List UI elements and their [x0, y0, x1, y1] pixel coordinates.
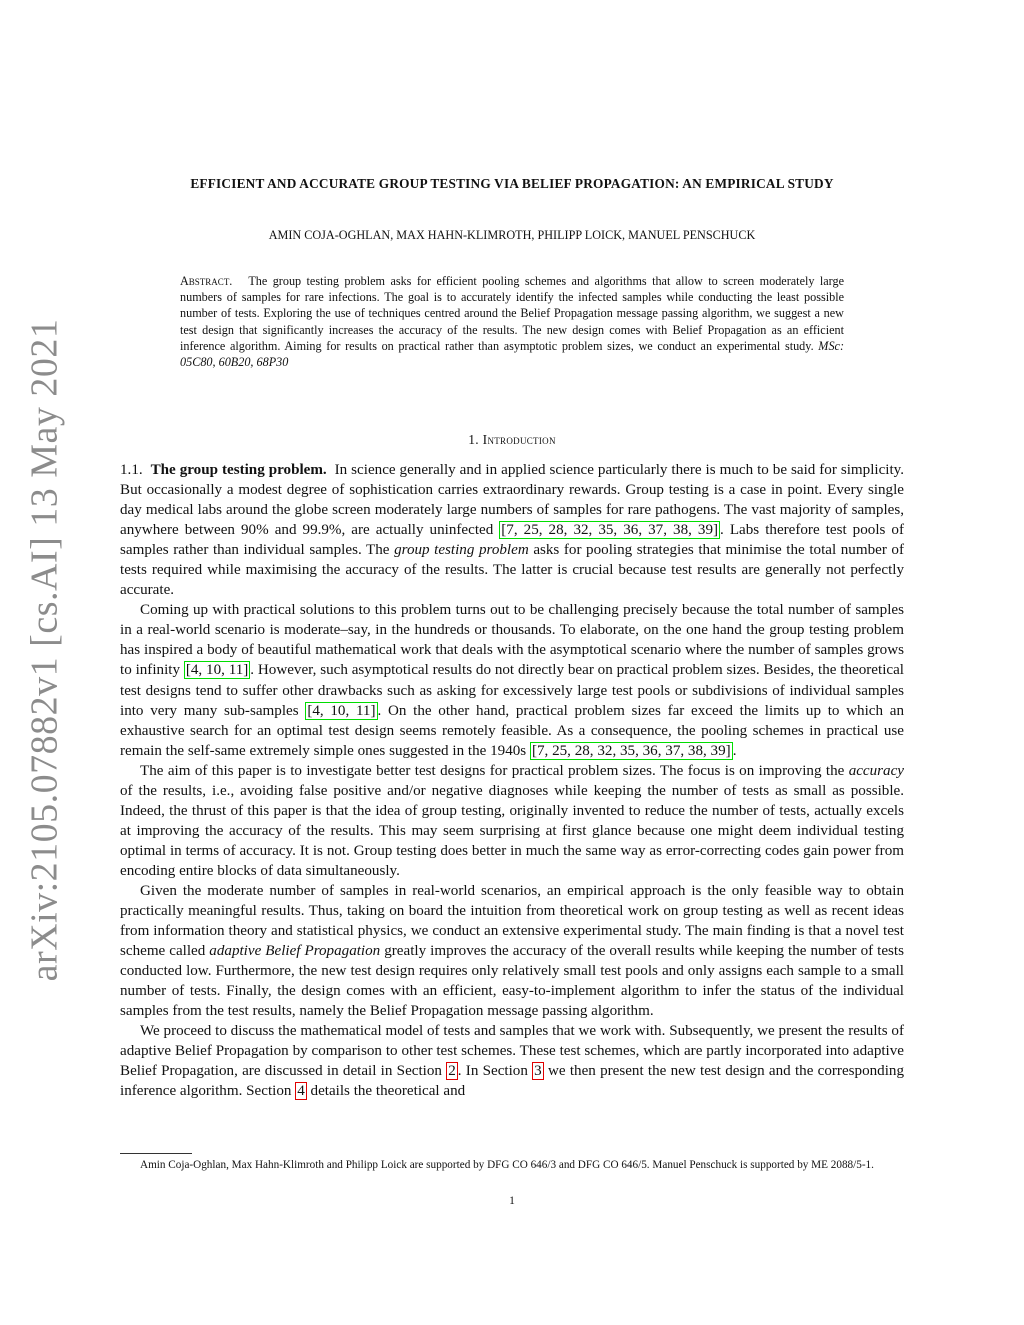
paragraph-5	[120, 1021, 904, 1101]
paragraph-text: . Labs therefore test pools of samples rather than individual samples. The	[120, 522, 904, 559]
arxiv-identifier-text: arXiv:2105.07882v1 [cs.AI] 13 May 2021	[23, 318, 66, 982]
emphasis-text: adaptive Belief Propagation	[209, 943, 381, 960]
abstract-heading: Abstract.	[180, 274, 233, 288]
arxiv-identifier-stamp	[18, 318, 70, 982]
msc-classification: MSc: 05C80, 60B20, 68P30	[180, 338, 845, 370]
footnote-divider	[120, 1153, 192, 1154]
paragraph-text: Coming up with practical solutions to this problem turns out to be challenging precisely because the total number of samples in a real-world scenario is moderate–say, in the hundreds or thousands. To elaborate, on the one hand the group testing problem has inspired a body of beautiful mathematical work that deals with the asymptotical scenario where the number of samples grows to infinity	[120, 602, 904, 679]
abstract	[180, 273, 844, 370]
citation-link[interactable]: [4, 10, 11]	[307, 702, 376, 719]
paragraph-text: . However, such asymptotical results do not directly bear on practical problem sizes. Besides, the theoretical test designs tend to suffer other drawbacks such as asking for excessively large test pools or subdivisions of individual samples into very many sub-samples	[120, 662, 904, 719]
paragraph-text: In science generally and in applied science particularly there is much to be said for simplicity. But occasionally a modest degree of sophistication carries extraordinary rewards. Group testing is a case in point. Every single day medical labs around the globe screen moderately large numbers of samples for rare pathogens. The vast majority of samples, anywhere between 90% and 99.9%, are actually uninfected	[120, 462, 905, 539]
paragraph-text: details the theoretical and	[306, 1083, 466, 1100]
paragraph-3	[120, 761, 904, 881]
citation-link[interactable]: [7, 25, 28, 32, 35, 36, 37, 38, 39]	[501, 522, 719, 539]
paper-title: EFFICIENT AND ACCURATE GROUP TESTING VIA BELIEF PROPAGATION: AN EMPIRICAL STUDY	[190, 176, 834, 191]
footnote-text: Amin Coja-Oghlan, Max Hahn-Klimroth and Philipp Loick are supported by DFG CO 646/3 and DFG CO 646/5. Manuel Penschuck is supported by ME 2088/5-1.	[140, 1159, 874, 1171]
emphasis-text: accuracy	[848, 762, 904, 779]
section-reference-link[interactable]: 3	[534, 1063, 542, 1080]
paragraph-text: Given the moderate number of samples in real-world scenarios, an empirical approach is the only feasible way to obtain practically meaningful results. Thus, taking on board the intuition from theoretical work on group testing as well as recent ideas from information theory and statistical physics, we conduct an extensive experimental study. The main finding is that a novel test scheme called	[120, 882, 904, 960]
paragraph-text: We proceed to discuss the mathematical model of tests and samples that we work with. Subsequently, we present the results of adaptive Belief Propagation by comparison to other test schemes. These test schemes, which are partly incorporated into adaptive Belief Propagation, are discussed in detail in Section	[120, 1023, 904, 1080]
paragraph-text: . In Section	[457, 1063, 533, 1080]
footnote	[120, 1158, 904, 1174]
body-text	[120, 460, 904, 1102]
paragraph-text: of the results, i.e., avoiding false positive and/or negative diagnoses while keeping the number of tests as small as possible. Indeed, the thrust of this paper is that the idea of group testing, originally invented to reduce the number of tests, actually excels at improving the accuracy of the results. This may seem surprising at first glance because one might deem individual testing optimal in terms of accuracy. It is not. Group testing does better in much the same way as error-correcting codes gain power from encoding entire blocks of data simultaneously.	[120, 782, 904, 879]
paragraph-4	[120, 881, 904, 1021]
paragraph-text: asks for pooling strategies that minimise the total number of tests required while maximising the accuracy of the results. The latter is crucial because test results are generally not perfectly accurate.	[120, 542, 904, 599]
subsection-title: The group testing problem.	[150, 462, 327, 478]
citation-link[interactable]: [7, 25, 28, 32, 35, 36, 37, 38, 39]	[531, 742, 731, 759]
paragraph-text: greatly improves the accuracy of the overall results while keeping the number of tests conducted low. Furthermore, the new test design requires only relatively small test pools and only assigns each sample to a small number of tests. Finally, the design comes with an efficient, easy-to-implement algorithm to infer the status of the individual samples from the test results, namely the Belief Propagation message passing algorithm.	[120, 943, 905, 1020]
subsection-number: 1.1.	[120, 462, 143, 478]
emphasis-text: group testing problem	[394, 542, 529, 559]
paragraph-text: . On the other hand, practical problem sizes far exceed the limits up to which an exhaustive search for an optimal test design seems remotely feasible. As a consequence, the pooling schemes in practical use remain the self-same extremely simple ones suggested in the 1940s	[120, 702, 904, 759]
paper-authors: AMIN COJA-OGHLAN, MAX HAHN-KLIMROTH, PHILIPP LOICK, MANUEL PENSCHUCK	[268, 228, 756, 242]
section-reference-link[interactable]: 4	[297, 1083, 305, 1100]
section-number: 1.	[468, 432, 479, 447]
paragraph-text: .	[732, 742, 737, 759]
paragraph-text: The aim of this paper is to investigate better test designs for practical problem sizes. The focus is on improving the	[140, 762, 849, 779]
citation-link[interactable]: [4, 10, 11]	[185, 662, 249, 679]
paragraph-text: we then present the new test design and the corresponding inference algorithm. Section	[120, 1063, 904, 1100]
section-reference-link[interactable]: 2	[448, 1063, 456, 1080]
section-heading	[120, 432, 904, 448]
abstract-text: The group testing problem asks for efficient pooling schemes and algorithms that allow to screen moderately large numbers of samples for rare infections. The goal is to accurately identify the infected samples while conducting the least possible number of tests. Exploring the use of techniques centred around the Belief Propagation message passing algorithm, we suggest a new test design that significantly increases the accuracy of the results. The new design comes with Belief Propagation as an efficient inference algorithm. Aiming for results on practical rather than asymptotic problem sizes, we conduct an experimental study.	[180, 274, 844, 353]
paragraph-2	[120, 600, 904, 760]
page-number: 1	[509, 1195, 515, 1207]
section-title: Introduction	[482, 432, 556, 447]
paragraph-1	[120, 460, 904, 600]
